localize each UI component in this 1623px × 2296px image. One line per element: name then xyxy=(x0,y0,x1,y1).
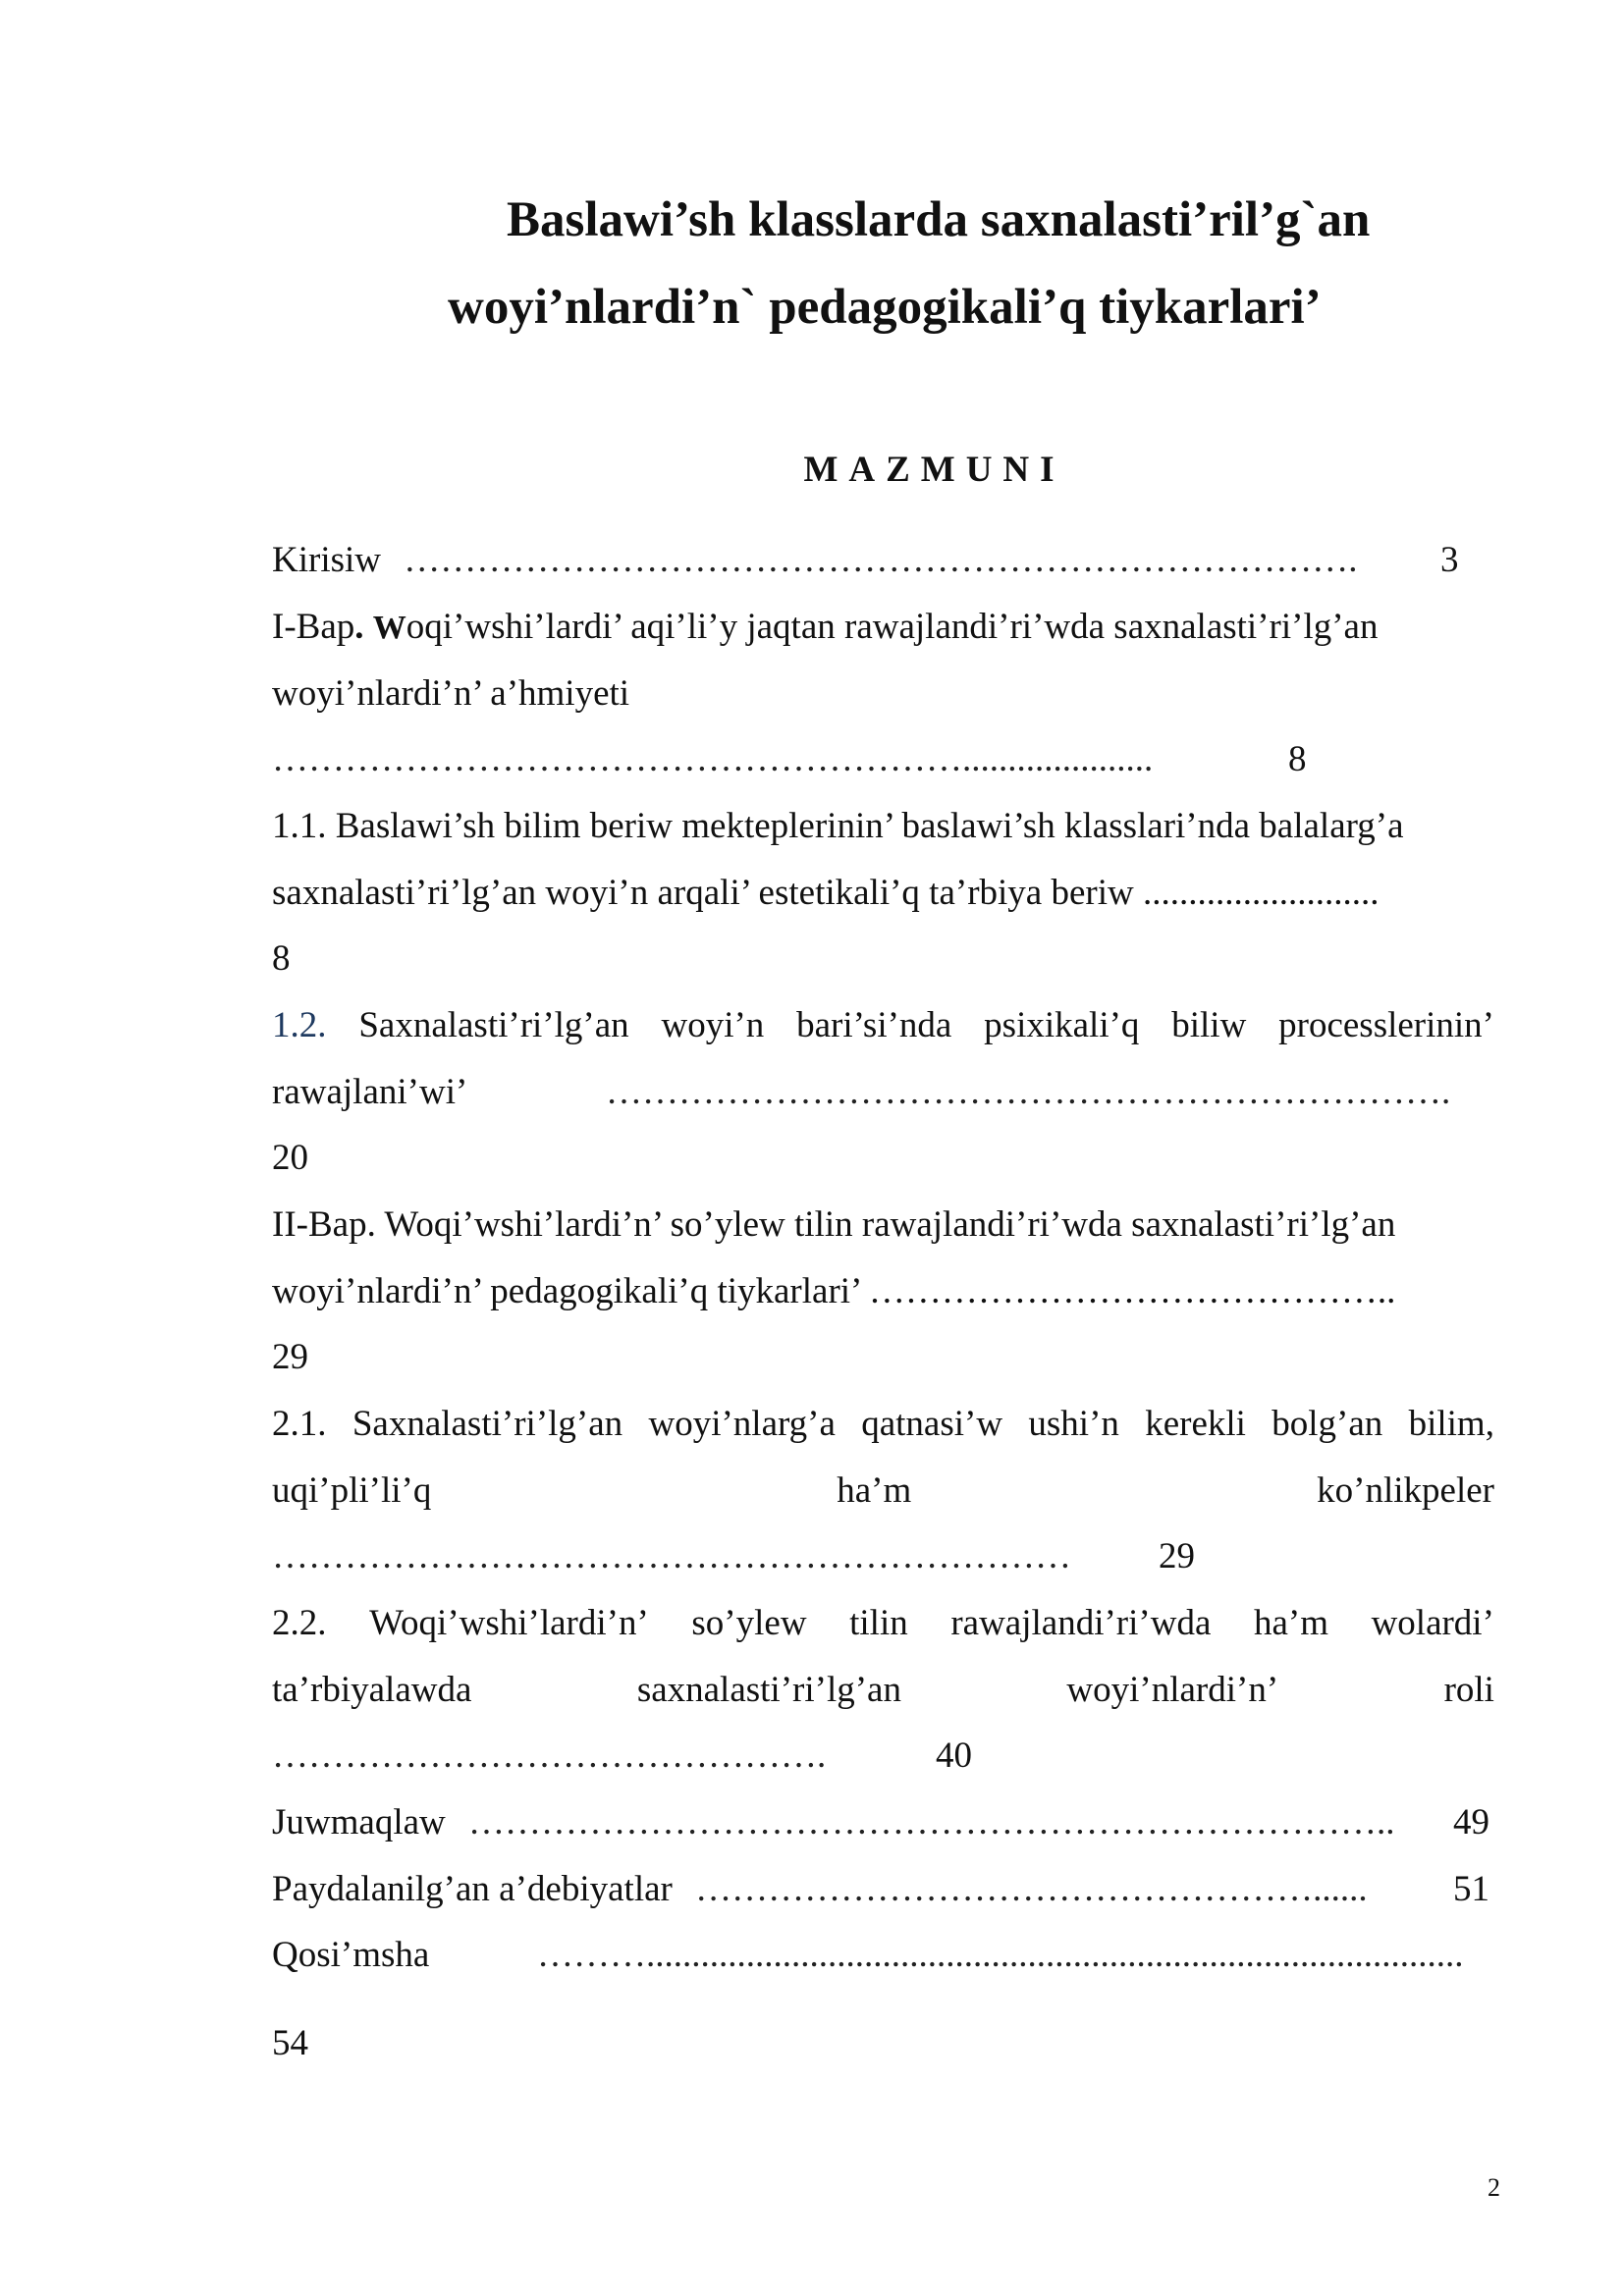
toc-leader-dots: ……………………………………………………………………. xyxy=(404,540,1358,580)
toc-section-number: 2.1. xyxy=(272,1404,327,1444)
toc-page-number: 29 xyxy=(272,1337,308,1377)
toc-word: saxnalasti’ri’lg’an xyxy=(636,1670,901,1710)
contents-heading: MAZMUNI xyxy=(803,450,1065,490)
toc-word: biliw xyxy=(1171,1005,1247,1045)
toc-word: ta’rbiyalawda xyxy=(272,1670,472,1710)
toc-entry-bap-1-line-2: woyi’nlardi’n’ a’hmiyeti xyxy=(272,673,630,714)
toc-label: I-Bap xyxy=(272,607,355,647)
toc-entry-2-2-line-2 xyxy=(272,1672,1494,1708)
toc-leader-dots: ………………………………………. xyxy=(272,1735,827,1776)
toc-word: processlerinin’ xyxy=(1278,1005,1494,1045)
toc-word: bari’si’nda xyxy=(796,1005,952,1045)
toc-word: ushi’n xyxy=(1028,1404,1119,1444)
toc-word: woyi’nlarg’a xyxy=(648,1404,836,1444)
toc-page-number: 40 xyxy=(936,1735,972,1776)
toc-word: ha’m xyxy=(837,1470,912,1511)
document-title-line-2: woyi’nlardi’n` pedagogikali’q tiykarlari’ xyxy=(448,280,1322,335)
toc-word: wolardi’ xyxy=(1371,1603,1494,1643)
toc-entry-1-1: 1.1. Baslawi’sh bilim beriw mekteplerinin’ baslawi’sh klasslari’nda balalarg’a xyxy=(272,806,1404,846)
toc-entry-1-2-line-2: rawajlani’wi’ xyxy=(272,1072,468,1112)
toc-word: so’ylew xyxy=(691,1603,807,1643)
toc-section-number: 2.2. xyxy=(272,1603,327,1643)
toc-leader-dots: ……….......................................................................................... xyxy=(537,1935,1464,1975)
toc-separator: . xyxy=(354,607,364,647)
toc-label-rest: oqi’wshi’lardi’ aqi’li’y jaqtan rawajlandi’ri’wda saxnalasti’ri’lg’an xyxy=(406,607,1379,647)
toc-page-number: 49 xyxy=(1453,1802,1489,1842)
toc-word: woyi’nlardi’n’ xyxy=(1066,1670,1279,1710)
toc-entry-bap-2-line-2: woyi’nlardi’n’ pedagogikali’q tiykarlari’ …………………………………….. xyxy=(272,1271,1396,1311)
toc-leader-dots: ………………………………………………………………….. xyxy=(468,1802,1395,1842)
toc-entry-kirisiw xyxy=(272,542,1358,578)
toc-word: bolg’an xyxy=(1271,1404,1383,1444)
toc-entry-2-1-line-2 xyxy=(272,1472,1494,1509)
toc-page-number: 8 xyxy=(1288,739,1307,779)
toc-entry-qosimsha: Qosi’msha xyxy=(272,1935,430,1975)
toc-page-number: 20 xyxy=(272,1138,308,1178)
toc-entry-2-1 xyxy=(272,1406,1494,1442)
toc-word: Woqi’wshi’lardi’n’ xyxy=(369,1603,649,1643)
toc-word: woyi’n xyxy=(661,1005,765,1045)
toc-label: Kirisiw xyxy=(272,540,381,580)
toc-page-number: 8 xyxy=(272,938,291,979)
toc-word: ko’nlikpeler xyxy=(1317,1470,1494,1511)
toc-leader-dots: ……………………………………………...... xyxy=(695,1869,1368,1909)
toc-word: tilin xyxy=(849,1603,908,1643)
toc-word: Saxnalasti’ri’lg’an xyxy=(352,1404,623,1444)
toc-word: bilim, xyxy=(1408,1404,1494,1444)
toc-leader-dots: …………………………………………………..................... xyxy=(272,739,1154,779)
toc-label: Juwmaqlaw xyxy=(272,1802,446,1842)
toc-label: Paydalanilg’an a’debiyatlar xyxy=(272,1869,673,1909)
toc-page-number: 54 xyxy=(272,2023,308,2063)
toc-word: rawajlandi’ri’wda xyxy=(950,1603,1212,1643)
toc-entry-1-1-line-2: saxnalasti’ri’lg’an woyi’n arqali’ estetikali’q ta’rbiya beriw .......................... xyxy=(272,873,1380,913)
toc-leader-dots: ……………………………………………………………. xyxy=(606,1072,1451,1112)
toc-entry-2-2 xyxy=(272,1605,1494,1641)
toc-word: roli xyxy=(1443,1670,1494,1710)
toc-word: Saxnalasti’ri’lg’an xyxy=(358,1005,629,1045)
toc-leader-dots: ………………………………………………………… xyxy=(272,1536,1071,1576)
toc-entry-1-2 xyxy=(272,1007,1494,1043)
toc-page-number: 51 xyxy=(1453,1869,1489,1909)
toc-word: uqi’pli’li’q xyxy=(272,1470,432,1511)
toc-entry-juwmaqlaw xyxy=(272,1804,1395,1841)
toc-word: ha’m xyxy=(1253,1603,1328,1643)
document-title-line-1: Baslawi’sh klasslarda saxnalasti’ril’g`an xyxy=(507,192,1371,247)
toc-page-number: 3 xyxy=(1440,540,1459,580)
toc-section-number: 1.2. xyxy=(272,1005,327,1045)
toc-entry-bap-1 xyxy=(272,609,1378,645)
page-number: 2 xyxy=(1488,2173,1500,2202)
toc-initial-letter: W xyxy=(372,610,406,646)
toc-entry-paydalanilgan xyxy=(272,1871,1368,1907)
toc-page-number: 29 xyxy=(1159,1536,1195,1576)
toc-word: qatnasi’w xyxy=(861,1404,1003,1444)
toc-entry-bap-2: II-Bap. Woqi’wshi’lardi’n’ so’ylew tilin rawajlandi’ri’wda saxnalasti’ri’lg’an xyxy=(272,1204,1396,1245)
toc-word: kerekli xyxy=(1145,1404,1246,1444)
toc-word: psixikali’q xyxy=(984,1005,1140,1045)
